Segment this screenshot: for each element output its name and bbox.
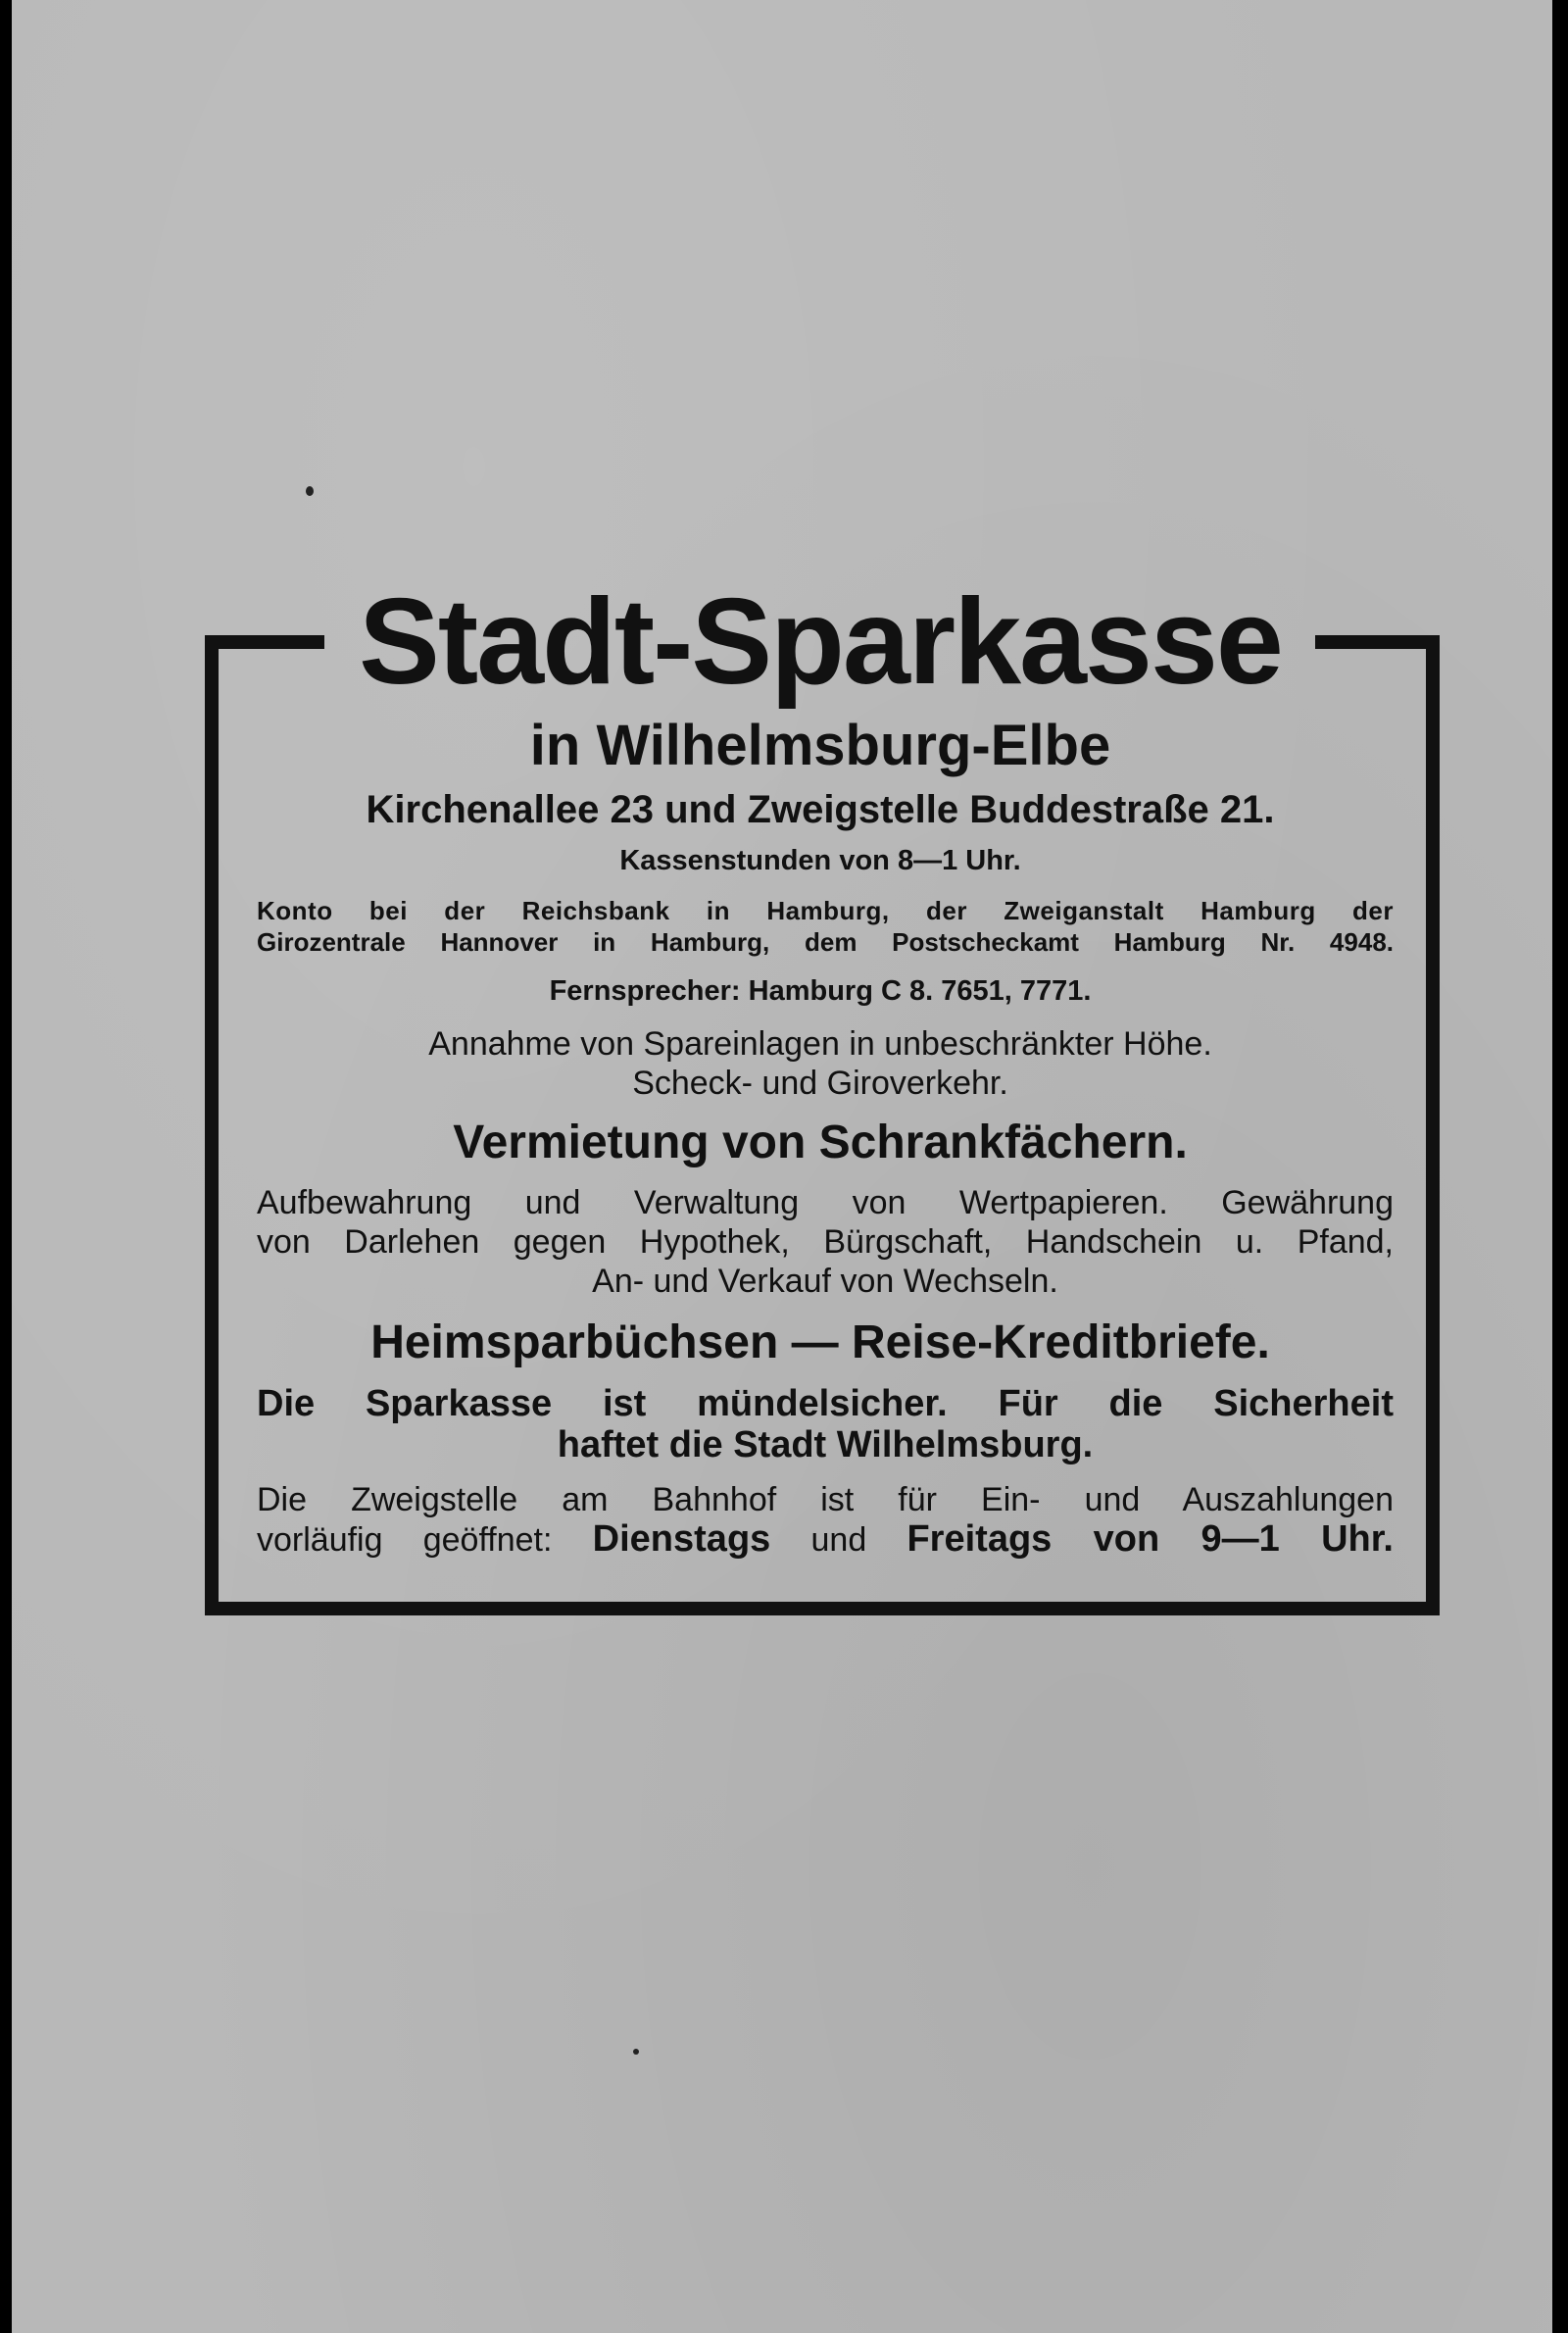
ink-speck [633, 2049, 639, 2055]
services-line-3: An- und Verkauf von Wechseln. [592, 1263, 1058, 1300]
branch-line-2-tuesday: Dienstags [592, 1518, 771, 1560]
branch-line-2 [257, 1519, 1394, 1560]
branch-line-2-and: und [810, 1521, 867, 1559]
frame-right-rule [1426, 635, 1440, 1615]
bank-location: in Wilhelmsburg-Elbe [529, 714, 1111, 777]
giro-text: Scheck- und Giroverkehr. [632, 1065, 1008, 1102]
branch-line-2-open: vorläufig geöffnet: [257, 1521, 553, 1559]
frame-left-rule [205, 635, 219, 1615]
frame-bottom-rule [205, 1602, 1440, 1615]
savings-heading: Heimsparbüchsen — Reise-Kreditbriefe. [370, 1316, 1270, 1368]
phone-numbers: Fernsprecher: Hamburg C 8. 7651, 7771. [549, 975, 1092, 1007]
deposits-text: Annahme von Spareinlagen in unbeschränkter Höhe. [428, 1025, 1212, 1063]
guarantee-line-1: Die Sparkasse ist mündelsicher. Für die Sicherheit [257, 1383, 1394, 1424]
services-line-2: von Darlehen gegen Hypothek, Bürgschaft, Handschein u. Pfand, [257, 1223, 1394, 1261]
bank-title: Stadt-Sparkasse [359, 574, 1282, 710]
ink-speck [306, 486, 314, 496]
account-info-line-2: Girozentrale Hannover in Hamburg, dem Postscheckamt Hamburg Nr. 4948. [257, 927, 1394, 957]
branch-line-2-friday: Freitags von 9—1 Uhr. [906, 1518, 1394, 1560]
account-info-line-1: Konto bei der Reichsbank in Hamburg, der Zweiganstalt Hamburg der [257, 896, 1394, 925]
guarantee-line-2: haftet die Stadt Wilhelmsburg. [557, 1424, 1094, 1465]
branch-line-1: Die Zweigstelle am Bahnhof ist für Ein- und Auszahlungen [257, 1481, 1394, 1518]
opening-hours: Kassenstunden von 8—1 Uhr. [619, 845, 1021, 876]
safe-deposit-heading: Vermietung von Schrankfächern. [453, 1117, 1188, 1168]
services-line-1: Aufbewahrung und Verwaltung von Wertpapieren. Gewährung [257, 1184, 1394, 1221]
paper-page [12, 0, 1552, 2333]
bank-address: Kirchenallee 23 und Zweigstelle Buddestraße 21. [366, 788, 1275, 831]
